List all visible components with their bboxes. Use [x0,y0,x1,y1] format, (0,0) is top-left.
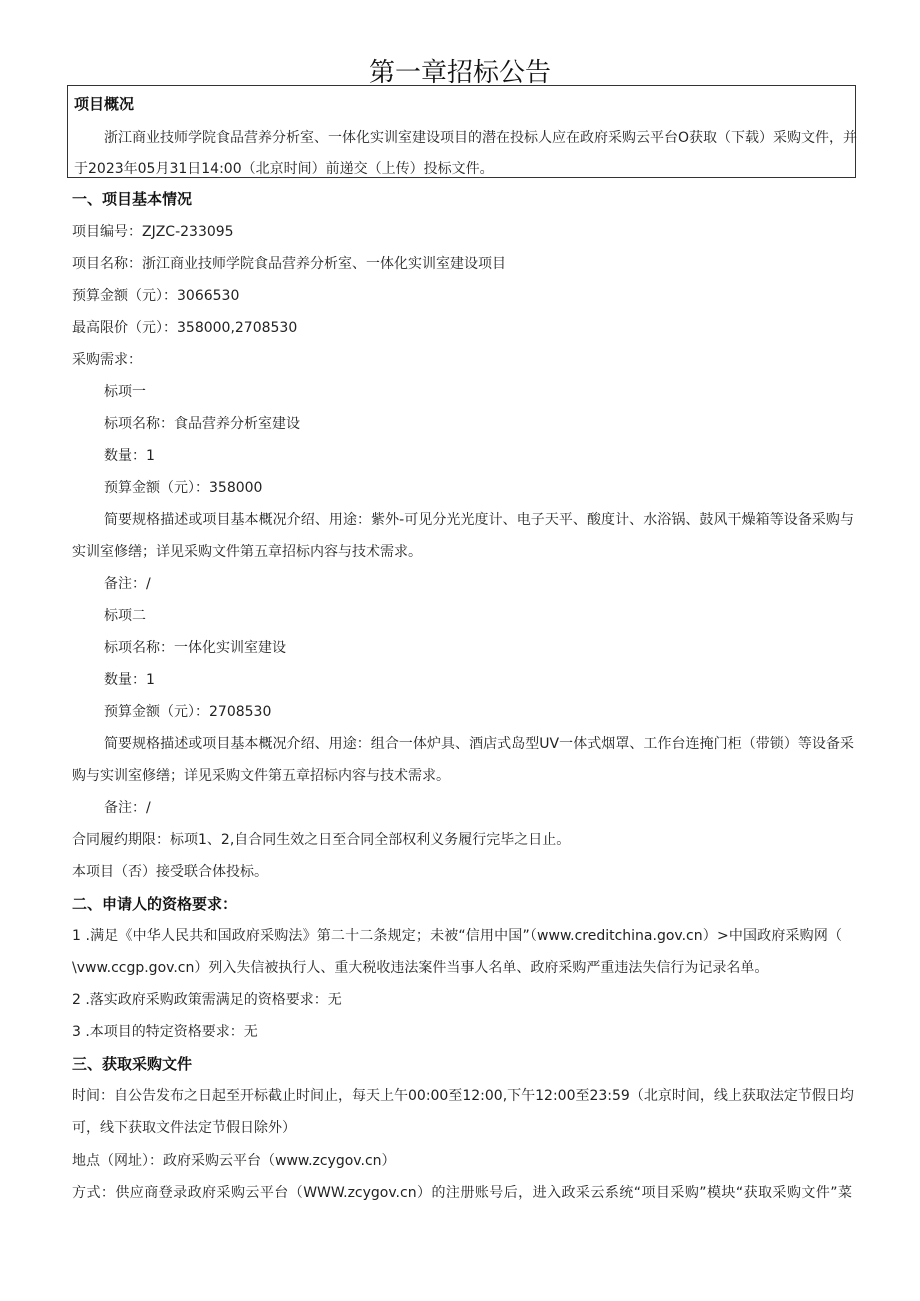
lot-1-name: 标项名称：食品营养分析室建设 [104,416,300,432]
budget-amount: 预算金额（元）：3066530 [72,288,240,304]
project-number: 项目编号：ZJZC-233095 [72,224,234,240]
overview-heading: 项目概况 [74,95,135,113]
lot-2-title: 标项二 [104,608,146,624]
section-1-heading: 一、项目基本情况 [72,190,193,208]
lot-2-budget: 预算金额（元）：2708530 [104,704,272,720]
acquire-method: 方式：供应商登录政府采购云平台（WWW.zcygov.cn）的注册账号后，进入政采云系统“项目采购”模块“获取采购文件”菜 [72,1185,852,1201]
overview-line-1: 浙江商业技师学院食品营养分析室、一体化实训室建设项目的潜在投标人应在政府采购云平台O获取（下载）采购文件，并 [104,130,858,146]
qualification-3: 3 .本项目的特定资格要求：无 [72,1024,258,1040]
lot-1-description-line-1: 简要规格描述或项目基本概况介绍、用途：紫外-可见分光光度计、电子天平、酸度计、水浴锅、鼓风干燥箱等设备采购与 [104,512,854,528]
lot-2-quantity: 数量：1 [104,672,155,688]
lot-2-description-line-1: 简要规格描述或项目基本概况介绍、用途：组合一体炉具、酒店式岛型UV一体式烟罩、工作台连掩门柜（带锁）等设备采 [104,736,854,752]
acquire-place: 地点（网址）：政府采购云平台（www.zcygov.cn） [72,1153,396,1169]
acquire-time-line-2: 可，线下获取文件法定节假日除外） [72,1120,296,1136]
lot-2-description-line-2: 购与实训室修缮；详见采购文件第五章招标内容与技术需求。 [72,768,450,784]
max-price: 最高限价（元）：358000,2708530 [72,320,298,336]
lot-1-budget: 预算金额（元）：358000 [104,480,263,496]
procurement-demand: 采购需求： [72,352,142,368]
lot-1-note: 备注：/ [104,576,151,592]
lot-1-quantity: 数量：1 [104,448,155,464]
qualification-1-line-2: \vww.ccgp.gov.cn）列入失信被执行人、重大税收违法案件当事人名单、政府采购严重违法失信行为记录名单。 [72,960,769,976]
lot-1-title: 标项一 [104,384,146,400]
lot-2-name: 标项名称：一体化实训室建设 [104,640,286,656]
lot-1-description-line-2: 实训室修缮；详见采购文件第五章招标内容与技术需求。 [72,544,422,560]
section-2-heading: 二、申请人的资格要求： [72,895,238,913]
section-3-heading: 三、获取采购文件 [72,1055,193,1073]
overview-line-2: 于2023年05月31日14:00（北京时间）前递交（上传）投标文件。 [74,161,494,177]
project-name: 项目名称：浙江商业技师学院食品营养分析室、一体化实训室建设项目 [72,256,506,272]
qualification-2: 2 .落实政府采购政策需满足的资格要求：无 [72,992,342,1008]
consortium-note: 本项目（否）接受联合体投标。 [72,864,268,880]
qualification-1-line-1: 1 .满足《中华人民共和国政府采购法》第二十二条规定；未被“信用中国”（www.creditchina.gov.cn）>中国政府采购网（ [72,928,842,944]
lot-2-note: 备注：/ [104,800,151,816]
page-title: 第一章招标公告 [368,58,551,88]
contract-period: 合同履约期限：标项1、2,自合同生效之日至合同全部权利义务履行完毕之日止。 [72,832,571,848]
acquire-time-line-1: 时间：自公告发布之日起至开标截止时间止，每天上午00:00至12:00,下午12:00至23:59（北京时间，线上获取法定节假日均 [72,1088,854,1104]
